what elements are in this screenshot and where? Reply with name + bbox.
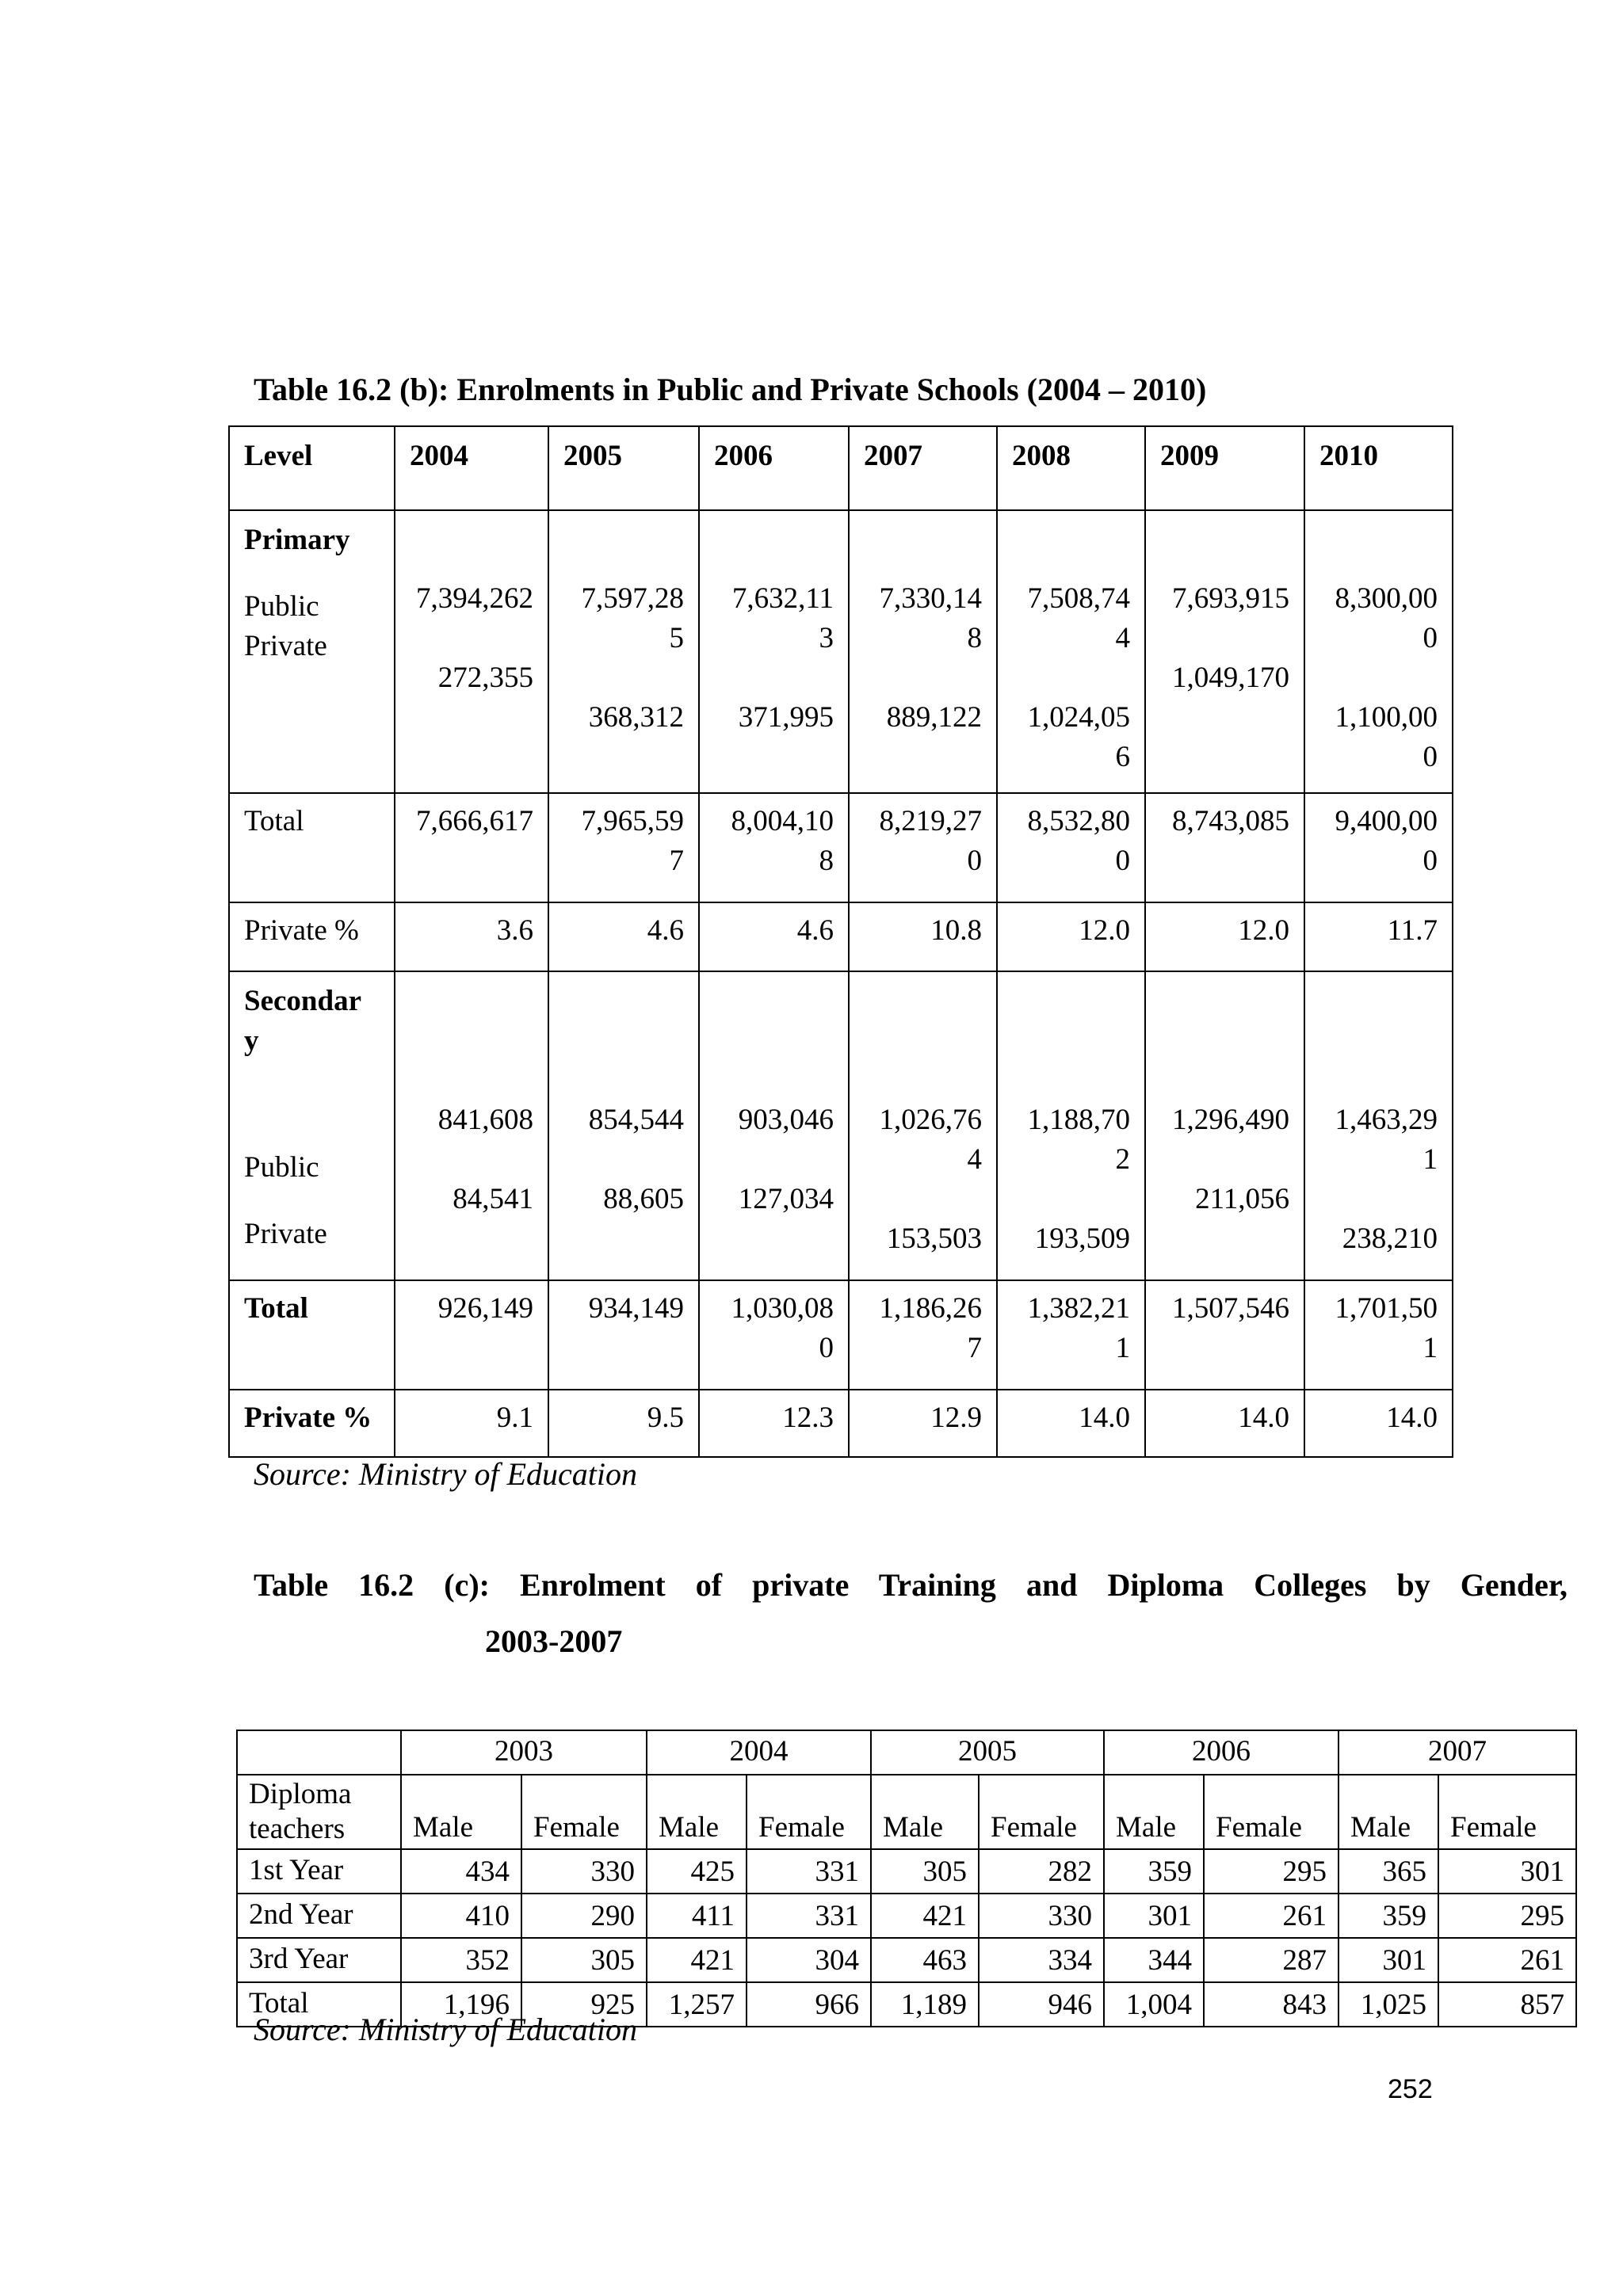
header-level: Level <box>229 426 395 510</box>
value-cell: 857 <box>1438 1982 1576 2027</box>
row-label: Total <box>229 793 395 902</box>
header-year: 2008 <box>997 426 1145 510</box>
value-line <box>1160 619 1289 658</box>
value-cell: 434 <box>401 1849 521 1894</box>
table-row <box>237 1938 1576 1982</box>
value-cell: 1,025 <box>1338 1982 1438 2027</box>
pct-cell: 4.6 <box>548 902 699 971</box>
header-year: 2006 <box>699 426 849 510</box>
value-line: 7,597,28 <box>581 582 684 615</box>
male-header: Male <box>401 1775 521 1849</box>
value-line: 7,330,14 <box>879 582 982 615</box>
total-cell <box>849 1280 997 1390</box>
value-line: 2 <box>1115 1143 1130 1176</box>
table-c-title: Table 16.2 (c): Enrolment of private Training and Diploma Colleges by Gender, <box>254 1567 1568 1603</box>
value-line: 7,508,74 <box>1027 582 1130 615</box>
year-header: 2006 <box>1104 1730 1338 1775</box>
header-year: 2004 <box>395 426 548 510</box>
secondary-values-cell <box>849 971 997 1280</box>
value-line: 238,210 <box>1342 1222 1438 1255</box>
value-line: 8 <box>967 622 982 654</box>
value-cell: 421 <box>871 1894 979 1938</box>
header-year: 2010 <box>1304 426 1453 510</box>
public-label: Public <box>244 590 319 623</box>
value-line: 1 <box>1423 1143 1438 1176</box>
total-cell <box>1145 793 1304 902</box>
secondary-values-cell <box>1304 971 1453 1280</box>
primary-values-cell <box>849 510 997 793</box>
value-line: 211,056 <box>1195 1183 1289 1215</box>
value-cell: 305 <box>521 1938 647 1982</box>
total-cell <box>548 1280 699 1390</box>
table-b-source: Source: Ministry of Education <box>254 1456 637 1492</box>
value-line: 7 <box>669 845 684 877</box>
value-cell: 295 <box>1438 1894 1576 1938</box>
year-header: 2005 <box>871 1730 1104 1775</box>
value-cell: 261 <box>1204 1894 1338 1938</box>
row-label: 1st Year <box>237 1849 401 1894</box>
pct-cell: 9.5 <box>548 1390 699 1457</box>
public-label: Public <box>244 1151 319 1184</box>
value-line: 84,541 <box>453 1183 533 1215</box>
table-row <box>237 1894 1576 1938</box>
secondary-label-line: Secondar <box>244 985 361 1017</box>
value-cell: 330 <box>521 1849 647 1894</box>
table-c-body <box>237 1849 1576 2027</box>
primary-values-cell <box>548 510 699 793</box>
value-cell: 301 <box>1104 1894 1204 1938</box>
value-line: 368,312 <box>588 701 684 734</box>
value-line: 903,046 <box>738 1104 834 1136</box>
value-line: 1 <box>1115 1332 1130 1364</box>
value-line: 854,544 <box>588 1104 684 1136</box>
header-year: 2009 <box>1145 426 1304 510</box>
value-line: 8,004,10 <box>731 805 834 837</box>
total-cell <box>1304 793 1453 902</box>
value-line: 193,509 <box>1034 1222 1130 1255</box>
value-line: 3 <box>819 622 834 654</box>
value-line: 127,034 <box>738 1183 834 1215</box>
value-line <box>1160 1140 1289 1180</box>
secondary-total-row <box>229 1280 1453 1390</box>
page-number: 252 <box>1388 2074 1433 2104</box>
value-line: 88,605 <box>603 1183 684 1215</box>
primary-values-cell <box>1145 510 1304 793</box>
value-line <box>410 1140 533 1180</box>
gender-header-row <box>237 1775 1576 1849</box>
header-year: 2007 <box>849 426 997 510</box>
pct-cell: 14.0 <box>1145 1390 1304 1457</box>
value-line: 8,300,00 <box>1335 582 1438 615</box>
row-header-cell <box>237 1775 401 1849</box>
value-line: 1,024,05 <box>1027 701 1130 734</box>
value-line: 0 <box>1423 845 1438 877</box>
value-line <box>714 1140 834 1180</box>
value-cell: 301 <box>1338 1938 1438 1982</box>
value-line: 0 <box>819 1332 834 1364</box>
table-c-title-year-range: 2003-2007 <box>485 1623 623 1659</box>
value-line: 934,149 <box>588 1292 684 1325</box>
row-label: 3rd Year <box>237 1938 401 1982</box>
value-line <box>563 1140 684 1180</box>
primary-values-cell <box>1304 510 1453 793</box>
diploma-colleges-table <box>236 1730 1577 2027</box>
value-line: 9,400,00 <box>1335 805 1438 837</box>
male-header: Male <box>871 1775 979 1849</box>
value-cell: 330 <box>979 1894 1104 1938</box>
value-line <box>410 619 533 658</box>
value-line: 1,701,50 <box>1335 1292 1438 1325</box>
row-label: Total <box>237 1982 401 2027</box>
pct-cell: 9.1 <box>395 1390 548 1457</box>
enrolments-table <box>228 425 1453 1458</box>
secondary-label-cell <box>229 971 395 1280</box>
secondary-values-cell <box>395 971 548 1280</box>
pct-cell: 14.0 <box>1304 1390 1453 1457</box>
pct-cell: 12.0 <box>997 902 1145 971</box>
value-line <box>1319 1180 1438 1219</box>
total-cell <box>699 1280 849 1390</box>
value-line <box>1012 1180 1130 1219</box>
value-line: 7,666,617 <box>416 805 533 837</box>
secondary-values-cell <box>699 971 849 1280</box>
value-line: 0 <box>1423 622 1438 654</box>
year-header: 2004 <box>647 1730 871 1775</box>
value-cell: 304 <box>747 1938 871 1982</box>
pct-cell: 12.9 <box>849 1390 997 1457</box>
primary-row <box>229 510 1453 793</box>
value-line: 5 <box>669 622 684 654</box>
value-line: 8,219,27 <box>879 805 982 837</box>
value-line: 1,463,29 <box>1335 1104 1438 1136</box>
value-line: 7 <box>967 1332 982 1364</box>
value-line: 1,507,546 <box>1172 1292 1289 1325</box>
value-cell: 261 <box>1438 1938 1576 1982</box>
value-line: 4 <box>1115 622 1130 654</box>
value-line: 8,532,80 <box>1027 805 1130 837</box>
value-cell: 359 <box>1338 1894 1438 1938</box>
value-cell: 463 <box>871 1938 979 1982</box>
value-line: 889,122 <box>886 701 982 734</box>
value-cell: 295 <box>1204 1849 1338 1894</box>
table-c-source: Source: Ministry of Education <box>254 2012 637 2047</box>
value-cell: 946 <box>979 1982 1104 2027</box>
value-cell: 334 <box>979 1938 1104 1982</box>
value-line: 7,965,59 <box>581 805 684 837</box>
total-cell <box>997 793 1145 902</box>
value-cell: 410 <box>401 1894 521 1938</box>
value-line: 7,693,915 <box>1172 582 1289 615</box>
primary-values-cell <box>699 510 849 793</box>
pct-cell: 3.6 <box>395 902 548 971</box>
value-cell: 282 <box>979 1849 1104 1894</box>
value-line <box>714 658 834 698</box>
row-header-line: teachers <box>249 1813 346 1845</box>
value-cell: 331 <box>747 1849 871 1894</box>
male-header: Male <box>647 1775 747 1849</box>
value-line <box>864 658 982 698</box>
value-line: 926,149 <box>437 1292 533 1325</box>
secondary-values-cell <box>548 971 699 1280</box>
secondary-label-line: y <box>244 1024 259 1057</box>
value-cell: 331 <box>747 1894 871 1938</box>
female-header: Female <box>979 1775 1104 1849</box>
total-cell <box>548 793 699 902</box>
value-line <box>864 1180 982 1219</box>
table-row <box>237 1849 1576 1894</box>
private-label: Private <box>244 1218 327 1250</box>
value-cell: 359 <box>1104 1849 1204 1894</box>
total-cell <box>395 793 548 902</box>
value-cell: 287 <box>1204 1938 1338 1982</box>
year-header: 2007 <box>1338 1730 1576 1775</box>
pct-cell: 14.0 <box>997 1390 1145 1457</box>
value-line <box>1012 658 1130 698</box>
total-cell <box>395 1280 548 1390</box>
value-line: 1,188,70 <box>1027 1104 1130 1136</box>
value-cell: 301 <box>1438 1849 1576 1894</box>
primary-values-cell <box>395 510 548 793</box>
male-header: Male <box>1338 1775 1438 1849</box>
row-label: Private % <box>229 902 395 971</box>
secondary-values-cell <box>1145 971 1304 1280</box>
value-line: 7,394,262 <box>416 582 533 615</box>
value-cell: 290 <box>521 1894 647 1938</box>
value-cell: 966 <box>747 1982 871 2027</box>
value-line: 1,026,76 <box>879 1104 982 1136</box>
pct-cell: 10.8 <box>849 902 997 971</box>
value-cell: 352 <box>401 1938 521 1982</box>
table-header-row <box>229 426 1453 510</box>
row-header-line: Diploma <box>249 1778 352 1810</box>
secondary-values-cell <box>997 971 1145 1280</box>
value-line: 7,632,11 <box>731 582 834 615</box>
value-line: 841,608 <box>437 1104 533 1136</box>
row-label: 2nd Year <box>237 1894 401 1938</box>
value-line <box>563 658 684 698</box>
male-header: Male <box>1104 1775 1204 1849</box>
primary-values-cell <box>997 510 1145 793</box>
table-b-title: Table 16.2 (b): Enrolments in Public and Private Schools (2004 – 2010) <box>254 372 1207 407</box>
value-line <box>1319 658 1438 698</box>
value-cell: 421 <box>647 1938 747 1982</box>
female-header: Female <box>521 1775 647 1849</box>
value-line: 0 <box>1115 845 1130 877</box>
secondary-row <box>229 971 1453 1280</box>
pct-cell: 11.7 <box>1304 902 1453 971</box>
total-cell <box>849 793 997 902</box>
value-line: 8,743,085 <box>1172 805 1289 837</box>
value-cell: 365 <box>1338 1849 1438 1894</box>
header-year: 2005 <box>548 426 699 510</box>
secondary-private-pct-row <box>229 1390 1453 1457</box>
value-line: 371,995 <box>738 701 834 734</box>
row-label: Total <box>229 1280 395 1390</box>
female-header: Female <box>1438 1775 1576 1849</box>
value-line: 1,186,26 <box>879 1292 982 1325</box>
total-cell <box>1145 1280 1304 1390</box>
primary-total-row <box>229 793 1453 902</box>
value-cell: 1,004 <box>1104 1982 1204 2027</box>
female-header: Female <box>747 1775 871 1849</box>
value-cell: 1,189 <box>871 1982 979 2027</box>
female-header: Female <box>1204 1775 1338 1849</box>
value-cell: 1,257 <box>647 1982 747 2027</box>
value-line: 1,049,170 <box>1172 662 1289 694</box>
primary-label: Primary <box>244 524 350 556</box>
value-cell: 425 <box>647 1849 747 1894</box>
year-header-row <box>237 1730 1576 1775</box>
value-line: 1,296,490 <box>1172 1104 1289 1136</box>
year-header: 2003 <box>401 1730 647 1775</box>
value-cell: 305 <box>871 1849 979 1894</box>
primary-label-cell <box>229 510 395 793</box>
total-cell <box>1304 1280 1453 1390</box>
total-cell <box>997 1280 1145 1390</box>
pct-cell: 4.6 <box>699 902 849 971</box>
value-line: 153,503 <box>886 1222 982 1255</box>
pct-cell: 12.0 <box>1145 902 1304 971</box>
value-line: 8 <box>819 845 834 877</box>
value-line: 0 <box>967 845 982 877</box>
value-cell: 843 <box>1204 1982 1338 2027</box>
empty-corner-cell <box>237 1730 401 1775</box>
value-line: 1 <box>1423 1332 1438 1364</box>
value-cell: 411 <box>647 1894 747 1938</box>
value-cell: 1,196 <box>401 1982 521 2027</box>
private-label: Private <box>244 630 327 662</box>
total-cell <box>699 793 849 902</box>
row-label: Private % <box>229 1390 395 1457</box>
value-cell: 344 <box>1104 1938 1204 1982</box>
value-line: 1,100,00 <box>1335 701 1438 734</box>
value-line: 272,355 <box>437 662 533 694</box>
value-line: 0 <box>1423 741 1438 773</box>
value-line: 4 <box>967 1143 982 1176</box>
pct-cell: 12.3 <box>699 1390 849 1457</box>
primary-private-pct-row <box>229 902 1453 971</box>
value-line: 1,030,08 <box>731 1292 834 1325</box>
value-line: 6 <box>1115 741 1130 773</box>
value-line: 1,382,21 <box>1027 1292 1130 1325</box>
value-cell: 925 <box>521 1982 647 2027</box>
